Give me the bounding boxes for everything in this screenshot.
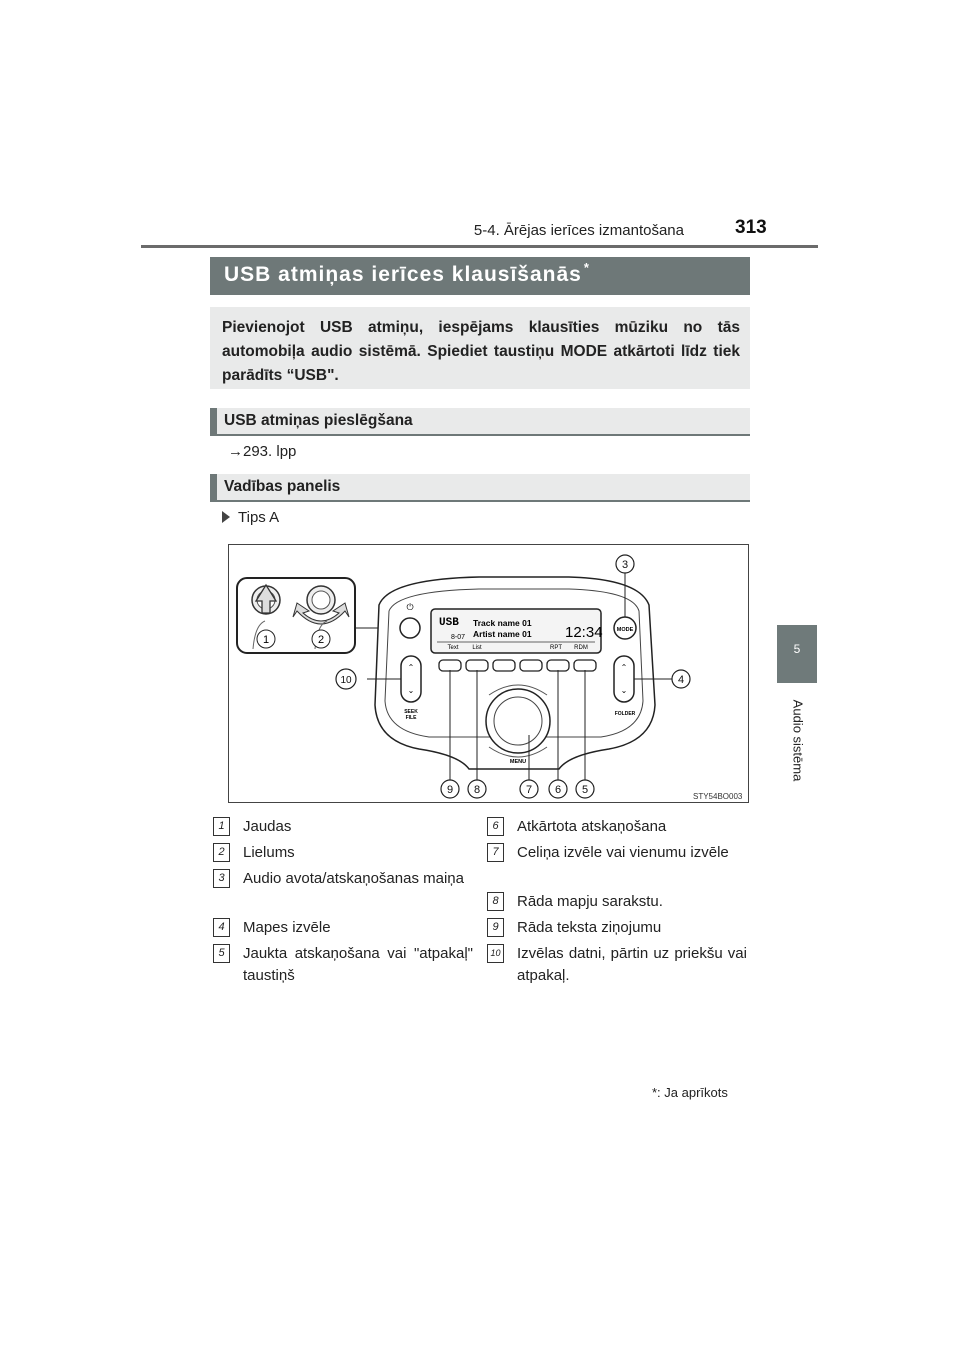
legend-number: 9: [487, 918, 504, 937]
legend-text: Rāda teksta ziņojumu: [517, 919, 662, 936]
legend-text: Jaukta atskaņošana vai "atpakaļ" taustiņš: [243, 945, 473, 984]
soft-button-3: [493, 660, 515, 671]
subheading-text: Vadības panelis: [224, 478, 341, 495]
legend-text: Jaudas: [243, 818, 292, 835]
page-reference[interactable]: →293. lpp: [228, 443, 297, 460]
display-key-list: List: [472, 645, 482, 651]
svg-text:⌃: ⌃: [407, 663, 415, 672]
display-track: Track name 01: [473, 618, 532, 628]
intro-text: Pievienojot USB atmiņu, iespējams klausīties mūziku no tās automobiļa audio sistēmā. Spiediet taustiņu MODE atkārtoti līdz tiek parādīts “USB".: [222, 319, 740, 384]
legend-text: Mapes izvēle: [243, 919, 331, 936]
soft-button-1: [439, 660, 461, 671]
menu-label: MENU: [509, 759, 527, 765]
legend-number: 3: [213, 869, 230, 888]
callout-3: 3: [621, 559, 629, 571]
subheading-marker: [210, 474, 217, 500]
display-artist: Artist name 01: [473, 629, 532, 639]
subheading-usb-connect: [210, 408, 750, 436]
display-clock: 12:34: [565, 624, 603, 641]
display-key-text: Text: [447, 645, 459, 651]
callout-2: 2: [317, 634, 325, 646]
legend-text: Atkārtota atskaņošana: [517, 818, 667, 835]
display-key-rdm: RDM: [574, 645, 588, 651]
callout-9: 9: [446, 784, 454, 796]
legend-number: 5: [213, 944, 230, 963]
legend-text: Audio avota/atskaņošanas maiņa: [243, 870, 464, 887]
triangle-bullet-icon: [222, 511, 230, 523]
subheading-text: USB atmiņas pieslēgšana: [224, 412, 413, 429]
display-track-number: 8-07: [451, 634, 466, 641]
seek-label: SEEK: [404, 709, 418, 715]
folder-label: FOLDER: [614, 711, 636, 717]
legend-number: 8: [487, 892, 504, 911]
legend-number: 7: [487, 843, 504, 862]
legend-text: Rāda mapju sarakstu.: [517, 893, 663, 910]
soft-button-6: [574, 660, 596, 671]
page-heading: [224, 260, 590, 287]
page-number: 313: [735, 217, 767, 238]
legend-text: Izvēlas datni, pārtin uz priekšu vai atpakaļ.: [517, 945, 747, 984]
callout-10: 10: [340, 675, 352, 686]
chapter-label: Audio sistēma: [790, 699, 806, 782]
legend-text: Celiņa izvēle vai vienumu izvēle: [517, 844, 729, 861]
chapter-tab: 5: [777, 625, 817, 683]
control-panel-figure: [228, 544, 749, 803]
type-label: [222, 509, 279, 526]
callout-4: 4: [677, 674, 685, 686]
display-key-rpt: RPT: [550, 645, 562, 651]
callout-1: 1: [262, 634, 270, 646]
legend-number: 1: [213, 817, 230, 836]
svg-text:⌃: ⌃: [620, 663, 628, 672]
display-source: USB: [439, 617, 459, 629]
soft-button-4: [520, 660, 542, 671]
subheading-control-panel: [210, 474, 750, 502]
asterisk-mark: *: [583, 260, 590, 275]
legend-number: 2: [213, 843, 230, 862]
file-label: FILE: [405, 715, 417, 721]
type-label-text: Tips A: [238, 509, 280, 526]
callout-6: 6: [554, 784, 562, 796]
callout-7: 7: [525, 784, 533, 796]
subheading-marker: [210, 408, 217, 434]
header-rule: [141, 245, 818, 248]
legend-text: Lielums: [243, 844, 295, 861]
soft-button-2: [466, 660, 488, 671]
svg-text:⌄: ⌄: [407, 686, 415, 695]
callout-5: 5: [581, 784, 589, 796]
svg-text:⌄: ⌄: [620, 686, 628, 695]
soft-button-5: [547, 660, 569, 671]
figure-code: STY54BO003: [693, 792, 743, 801]
callout-8: 8: [473, 784, 481, 796]
legend-number: 4: [213, 918, 230, 937]
mode-label: MODE: [616, 627, 634, 633]
legend-number: 6: [487, 817, 504, 836]
footnote: *: Ja aprīkots: [652, 1085, 728, 1100]
power-button-icon: [400, 618, 420, 638]
control-panel-illustration: [229, 545, 748, 802]
svg-text:⏻: ⏻: [406, 603, 414, 613]
section-title: 5-4. Ārējas ierīces izmantošana: [473, 222, 684, 239]
legend-number: 10: [487, 944, 504, 963]
page-heading-text: USB atmiņas ierīces klausīšanās: [224, 263, 582, 286]
